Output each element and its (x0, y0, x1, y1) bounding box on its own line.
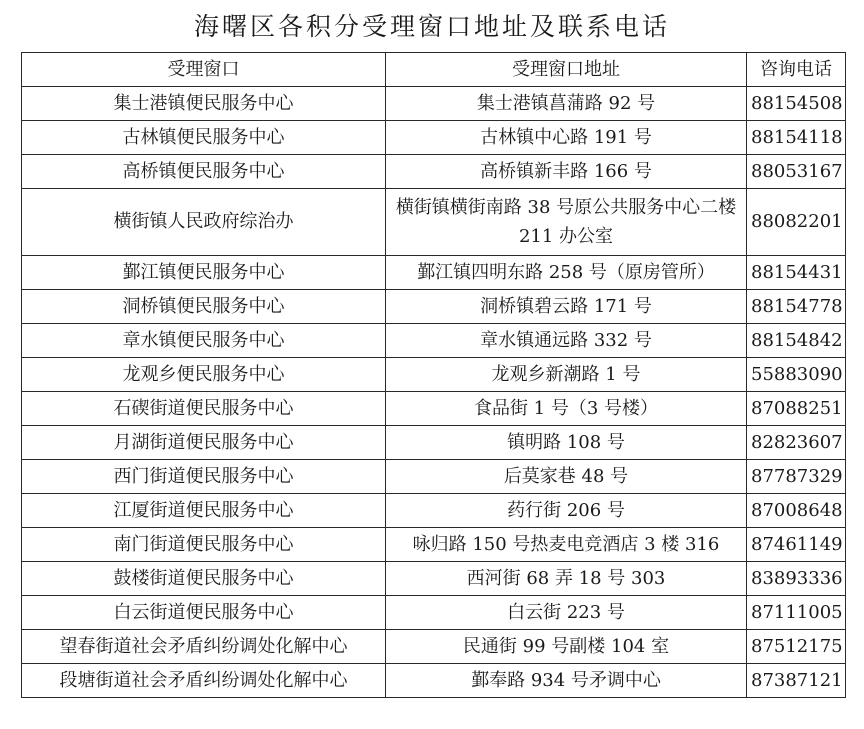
window-cell: 集士港镇便民服务中心 (22, 87, 386, 121)
address-cell: 后莫家巷 48 号 (386, 460, 747, 494)
table-row (22, 87, 846, 121)
window-cell: 段塘街道社会矛盾纠纷调处化解中心 (22, 664, 386, 698)
phone-cell: 88154431 (747, 256, 846, 290)
address-cell: 集士港镇菖蒲路 92 号 (386, 87, 747, 121)
window-cell: 南门街道便民服务中心 (22, 528, 386, 562)
table-row (22, 358, 846, 392)
table-row (22, 256, 846, 290)
phone-cell: 82823607 (747, 426, 846, 460)
table-row (22, 189, 846, 256)
window-cell: 西门街道便民服务中心 (22, 460, 386, 494)
table-row (22, 290, 846, 324)
phone-cell: 87088251 (747, 392, 846, 426)
window-cell: 古林镇便民服务中心 (22, 121, 386, 155)
address-cell: 章水镇通远路 332 号 (386, 324, 747, 358)
header-phone: 咨询电话 (747, 53, 846, 87)
phone-cell: 87387121 (747, 664, 846, 698)
address-cell: 高桥镇新丰路 166 号 (386, 155, 747, 189)
phone-cell: 88154508 (747, 87, 846, 121)
table-row (22, 562, 846, 596)
header-window: 受理窗口 (22, 53, 386, 87)
window-cell: 洞桥镇便民服务中心 (22, 290, 386, 324)
contact-table (21, 52, 846, 698)
address-cell: 药行街 206 号 (386, 494, 747, 528)
phone-cell: 83893336 (747, 562, 846, 596)
address-cell: 横街镇横街南路 38 号原公共服务中心二楼 211 办公室 (386, 189, 747, 256)
table-row (22, 528, 846, 562)
phone-cell: 55883090 (747, 358, 846, 392)
address-cell: 镇明路 108 号 (386, 426, 747, 460)
table-row (22, 426, 846, 460)
window-cell: 白云街道便民服务中心 (22, 596, 386, 630)
table-row (22, 630, 846, 664)
table-header-row (22, 53, 846, 87)
address-cell: 龙观乡新潮路 1 号 (386, 358, 747, 392)
header-address: 受理窗口地址 (386, 53, 747, 87)
table-row (22, 155, 846, 189)
address-cell: 民通街 99 号副楼 104 室 (386, 630, 747, 664)
table-row (22, 494, 846, 528)
address-cell: 白云街 223 号 (386, 596, 747, 630)
table-row (22, 664, 846, 698)
window-cell: 高桥镇便民服务中心 (22, 155, 386, 189)
address-cell: 古林镇中心路 191 号 (386, 121, 747, 155)
page-title: 海曙区各积分受理窗口地址及联系电话 (193, 12, 670, 41)
phone-cell: 88154842 (747, 324, 846, 358)
address-cell: 食品街 1 号（3 号楼） (386, 392, 747, 426)
address-cell: 西河街 68 弄 18 号 303 (386, 562, 747, 596)
window-cell: 横街镇人民政府综治办 (22, 189, 386, 256)
phone-cell: 87461149 (747, 528, 846, 562)
phone-cell: 88082201 (747, 189, 846, 256)
window-cell: 江厦街道便民服务中心 (22, 494, 386, 528)
phone-cell: 88154118 (747, 121, 846, 155)
window-cell: 章水镇便民服务中心 (22, 324, 386, 358)
address-cell: 洞桥镇碧云路 171 号 (386, 290, 747, 324)
table-row (22, 460, 846, 494)
phone-cell: 87111005 (747, 596, 846, 630)
phone-cell: 88154778 (747, 290, 846, 324)
table-row (22, 324, 846, 358)
phone-cell: 87787329 (747, 460, 846, 494)
window-cell: 望春街道社会矛盾纠纷调处化解中心 (22, 630, 386, 664)
table-row (22, 392, 846, 426)
phone-cell: 88053167 (747, 155, 846, 189)
table-row (22, 121, 846, 155)
window-cell: 鼓楼街道便民服务中心 (22, 562, 386, 596)
window-cell: 鄞江镇便民服务中心 (22, 256, 386, 290)
phone-cell: 87512175 (747, 630, 846, 664)
window-cell: 月湖街道便民服务中心 (22, 426, 386, 460)
address-cell: 鄞奉路 934 号矛调中心 (386, 664, 747, 698)
table-row (22, 596, 846, 630)
phone-cell: 87008648 (747, 494, 846, 528)
address-cell: 鄞江镇四明东路 258 号（原房管所） (386, 256, 747, 290)
address-cell: 咏归路 150 号热麦电竞酒店 3 楼 316 (386, 528, 747, 562)
window-cell: 龙观乡便民服务中心 (22, 358, 386, 392)
window-cell: 石碶街道便民服务中心 (22, 392, 386, 426)
